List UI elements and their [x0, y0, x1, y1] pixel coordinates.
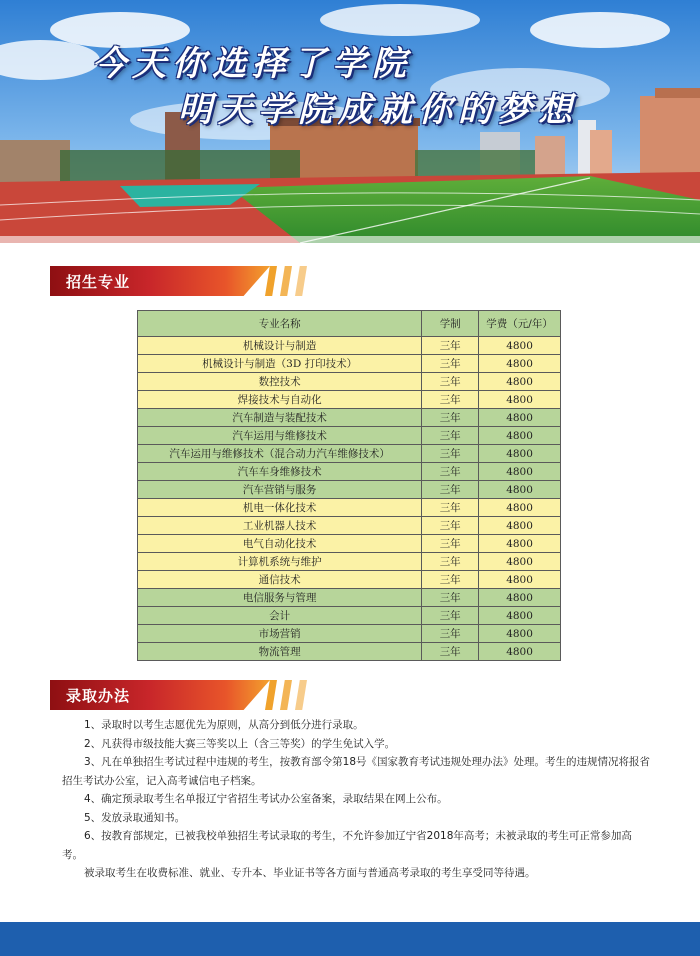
- table-row: [138, 355, 561, 373]
- header-stripe: [280, 680, 292, 710]
- rule-item: 3、凡在单独招生考试过程中违规的考生，按教育部令第18号《国家教育考试违规处理办法》处理。考生的违规情况将报省招生考试办公室，记入高考诚信电子档案。: [62, 756, 651, 787]
- major-name-cell: 市场营销: [138, 625, 422, 643]
- fee-cell: 4800: [479, 571, 561, 589]
- duration-cell: 三年: [422, 535, 479, 553]
- major-name-cell: 汽车车身维修技术: [138, 463, 422, 481]
- duration-cell: 三年: [422, 445, 479, 463]
- duration-cell: 三年: [422, 607, 479, 625]
- duration-cell: 三年: [422, 355, 479, 373]
- fee-cell: 4800: [479, 427, 561, 445]
- duration-cell: 三年: [422, 517, 479, 535]
- table-row: [138, 571, 561, 589]
- header-stripe: [295, 266, 307, 296]
- fee-cell: 4800: [479, 409, 561, 427]
- duration-cell: 三年: [422, 409, 479, 427]
- duration-cell: 三年: [422, 625, 479, 643]
- fee-cell: 4800: [479, 589, 561, 607]
- fee-cell: 4800: [479, 481, 561, 499]
- table-row: [138, 589, 561, 607]
- duration-cell: 三年: [422, 337, 479, 355]
- footer-bar: [0, 922, 700, 956]
- table-row: [138, 409, 561, 427]
- fee-cell: 4800: [479, 625, 561, 643]
- rule-item: 4、确定预录取考生名单报辽宁省招生考试办公室备案，录取结果在网上公布。: [84, 793, 448, 805]
- majors-fee-table: [137, 310, 561, 661]
- major-name-cell: 焊接技术与自动化: [138, 391, 422, 409]
- rule-item: 1、录取时以考生志愿优先为原则，从高分到低分进行录取。: [84, 719, 364, 731]
- fee-cell: 4800: [479, 391, 561, 409]
- duration-cell: 三年: [422, 589, 479, 607]
- table-header-row: [138, 311, 561, 337]
- major-name-cell: 电信服务与管理: [138, 589, 422, 607]
- table-row: [138, 427, 561, 445]
- duration-cell: 三年: [422, 427, 479, 445]
- major-name-cell: 电气自动化技术: [138, 535, 422, 553]
- duration-cell: 三年: [422, 499, 479, 517]
- major-name-cell: 会计: [138, 607, 422, 625]
- major-name-cell: 机械设计与制造: [138, 337, 422, 355]
- table-row: [138, 499, 561, 517]
- campus-banner: [0, 0, 700, 243]
- duration-cell: 三年: [422, 373, 479, 391]
- major-name-cell: 机电一体化技术: [138, 499, 422, 517]
- duration-cell: 三年: [422, 391, 479, 409]
- duration-cell: 三年: [422, 553, 479, 571]
- header-stripe: [295, 680, 307, 710]
- table-row: [138, 445, 561, 463]
- fee-cell: 4800: [479, 553, 561, 571]
- admission-rules: [62, 716, 652, 883]
- fee-cell: 4800: [479, 643, 561, 661]
- banner-slogan-line1: 今天你选择了学院: [92, 44, 412, 84]
- header-stripe: [265, 680, 277, 710]
- duration-cell: 三年: [422, 481, 479, 499]
- table-row: [138, 643, 561, 661]
- table-row: [138, 373, 561, 391]
- major-name-cell: 数控技术: [138, 373, 422, 391]
- admission-section-header: [50, 680, 300, 710]
- duration-cell: 三年: [422, 643, 479, 661]
- rule-item: 被录取考生在收费标准、就业、专升本、毕业证书等各方面与普通高考录取的考生享受同等待遇。: [84, 867, 536, 879]
- fee-cell: 4800: [479, 517, 561, 535]
- table-row: [138, 481, 561, 499]
- fee-cell: 4800: [479, 445, 561, 463]
- major-name-cell: 机械设计与制造（3D 打印技术）: [138, 355, 422, 373]
- duration-cell: 三年: [422, 571, 479, 589]
- header-stripe: [280, 266, 292, 296]
- major-name-cell: 汽车营销与服务: [138, 481, 422, 499]
- fee-cell: 4800: [479, 535, 561, 553]
- table-row: [138, 535, 561, 553]
- major-name-cell: 汽车制造与装配技术: [138, 409, 422, 427]
- rule-item: 5、发放录取通知书。: [84, 811, 186, 824]
- table-row: [138, 463, 561, 481]
- major-name-cell: 计算机系统与维护: [138, 553, 422, 571]
- fee-cell: 4800: [479, 463, 561, 481]
- rule-item: 2、凡获得市级技能大赛三等奖以上（含三等奖）的学生免试入学。: [84, 737, 396, 750]
- header-fee: 学费（元/年）: [479, 311, 561, 337]
- header-stripe: [265, 266, 277, 296]
- table-body: [138, 337, 561, 661]
- major-name-cell: 工业机器人技术: [138, 517, 422, 535]
- fee-cell: 4800: [479, 355, 561, 373]
- major-name-cell: 物流管理: [138, 643, 422, 661]
- admission-section-title: 录取办法: [66, 687, 131, 705]
- table-row: [138, 391, 561, 409]
- table-row: [138, 625, 561, 643]
- banner-slogan-line2: 明天学院成就你的梦想: [178, 90, 578, 130]
- major-name-cell: 汽车运用与维修技术: [138, 427, 422, 445]
- table-row: [138, 553, 561, 571]
- fee-cell: 4800: [479, 373, 561, 391]
- table-row: [138, 337, 561, 355]
- major-name-cell: 通信技术: [138, 571, 422, 589]
- rule-item: 6、按教育部规定，已被我校单独招生考试录取的考生，不允许参加辽宁省2018年高考；未被录取的考生可正常参加高考。: [62, 830, 632, 861]
- fee-cell: 4800: [479, 499, 561, 517]
- duration-cell: 三年: [422, 463, 479, 481]
- table-row: [138, 607, 561, 625]
- fee-cell: 4800: [479, 607, 561, 625]
- header-major-name: 专业名称: [138, 311, 422, 337]
- majors-section-header: [50, 266, 300, 296]
- fee-cell: 4800: [479, 337, 561, 355]
- table-row: [138, 517, 561, 535]
- header-duration: 学制: [422, 311, 479, 337]
- majors-section-title: 招生专业: [66, 273, 131, 291]
- major-name-cell: 汽车运用与维修技术（混合动力汽车维修技术）: [138, 445, 422, 463]
